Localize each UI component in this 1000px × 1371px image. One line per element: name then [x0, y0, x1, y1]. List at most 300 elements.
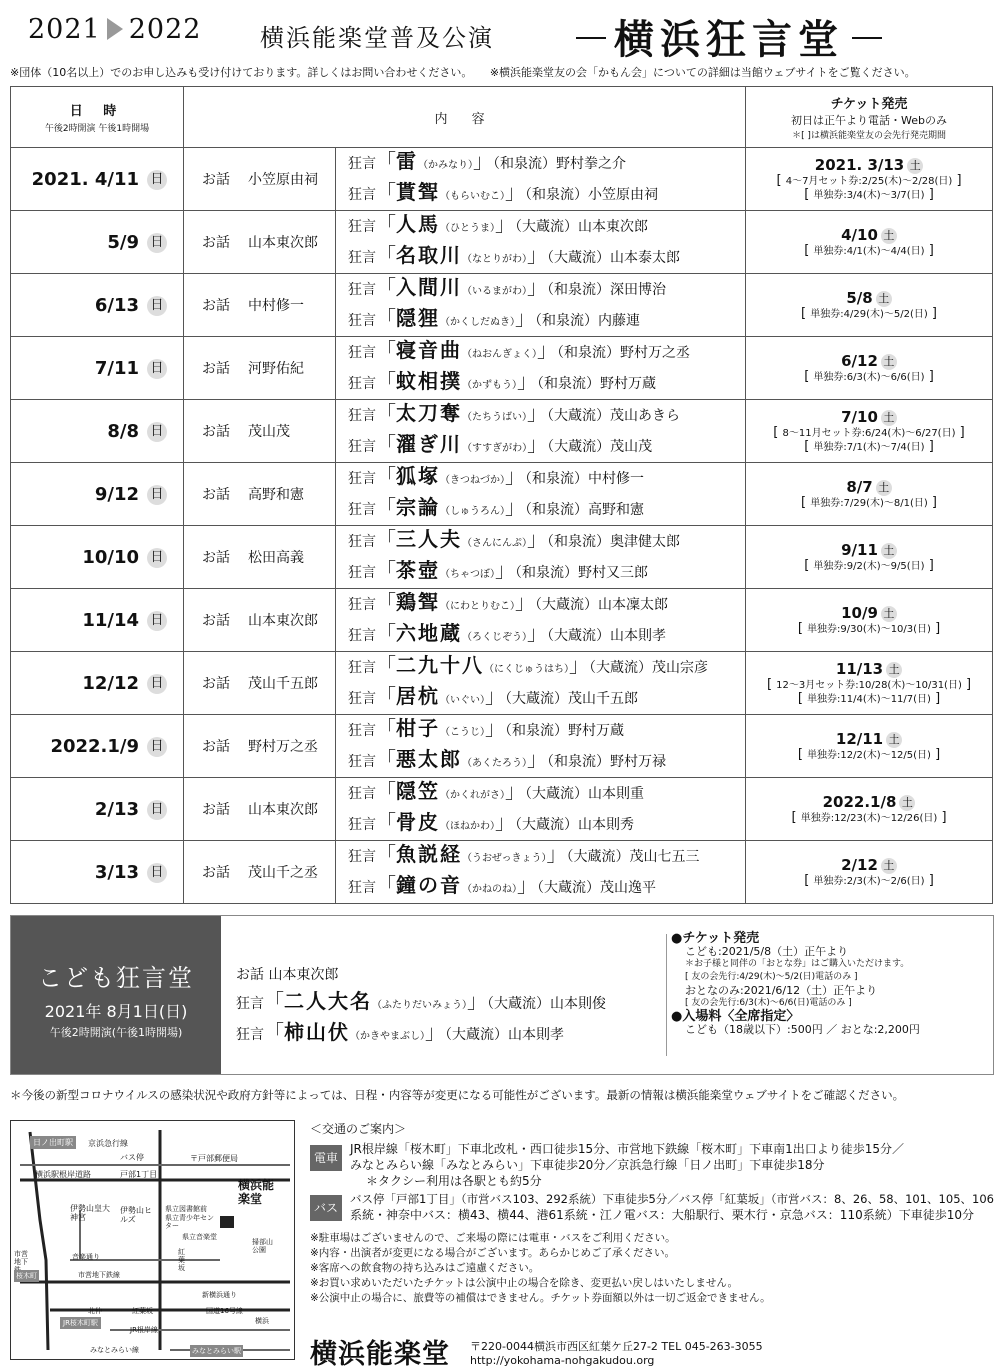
kids-price: こども（18歳以下）:500円 ／ おとな:2,200円: [685, 1023, 920, 1036]
performance-date: [11, 652, 184, 715]
play-reading: たちうばい: [472, 412, 522, 423]
play-actor: 茂山宗彦: [652, 660, 708, 676]
map-label: 国道16号線: [206, 1307, 243, 1315]
play-prefix: 狂言: [348, 502, 376, 518]
talk-cell: [184, 400, 336, 463]
play-line: 狂言「太刀奪（たちうばい）」（大蔵流）茂山あきら: [348, 401, 680, 425]
ticket-cell: [746, 526, 993, 589]
play-actor: 山本則重: [588, 786, 644, 802]
map-label: 市営地下: [14, 1250, 28, 1266]
kids-ticket-info: [671, 932, 920, 1036]
play-reading: ふたりだいみょう: [382, 1000, 462, 1011]
play-actor: 野村拳之介: [556, 156, 626, 172]
play-actor: 山本則俊: [550, 996, 606, 1012]
play-actor: 山本則孝: [508, 1027, 564, 1043]
play-school: （大蔵流）: [515, 817, 578, 833]
table-row: [11, 652, 993, 715]
play-reading: あくたろう: [472, 758, 522, 769]
year-to: 2022: [128, 14, 202, 45]
ticket-date: [746, 856, 992, 874]
play-reading: さんにんぷ: [472, 538, 522, 549]
play-school: （大蔵流）: [445, 1027, 508, 1043]
visitor-notes: [310, 1231, 1000, 1306]
date-text: 5/9: [107, 231, 139, 253]
play-school: （和泉流）: [547, 534, 610, 550]
ticket-date: [746, 541, 992, 559]
ticket-cell: [746, 841, 993, 904]
ticket-date: [746, 730, 992, 748]
play-prefix: 狂言: [348, 723, 376, 739]
date-text: 9/12: [94, 483, 139, 505]
ticket-cell: [746, 274, 993, 337]
presale-range: [ 単独券:4/29(木)～5/2(日) ]: [746, 307, 992, 321]
map-label: 県立青少年センター: [165, 1214, 214, 1230]
performance-date: [11, 841, 184, 904]
presale-range: [ 単独券:2/3(木)～2/6(日) ]: [746, 874, 992, 888]
header-date-label: 日 時: [69, 104, 125, 119]
ticket-date-text: 5/8: [846, 289, 873, 307]
weekday-badge: 日: [147, 863, 167, 883]
talk-speaker: 山本東次郎: [248, 613, 318, 629]
play-title: 雷: [396, 149, 418, 173]
ticket-date-text: 2021. 3/13: [814, 156, 905, 174]
plays-cell: [336, 274, 746, 337]
ticket-cell: [746, 400, 993, 463]
table-row: [11, 715, 993, 778]
play-school: （大蔵流）: [505, 691, 568, 707]
talk-cell: [184, 463, 336, 526]
weekday-badge: 日: [147, 611, 167, 631]
kids-title: こども狂言堂: [38, 964, 194, 992]
ticket-date-text: 7/10: [841, 408, 878, 426]
plays-cell: [336, 778, 746, 841]
play-school: （大蔵流）: [566, 849, 630, 865]
play-actor: 野村又三郎: [578, 565, 648, 581]
header-content: 内 容: [184, 87, 746, 148]
play-title: 三人夫: [396, 527, 462, 551]
talk-label: お話: [202, 361, 230, 377]
train-tag: 電車: [310, 1145, 342, 1171]
kids-child-note: ＊お子様と同伴の「おとな券」はご購入いただけます。: [685, 959, 910, 969]
talk-cell: [184, 652, 336, 715]
play-reading: かねのね: [472, 884, 512, 895]
talk-cell: [184, 589, 336, 652]
presale-range: [ 4～7月セット券:2/25(木)～2/28(日) ]: [746, 174, 992, 188]
play-prefix: 狂言: [348, 187, 376, 203]
play-reading: きつねづか: [450, 475, 500, 486]
performance-date: [11, 211, 184, 274]
play-actor: 山本東次郎: [578, 219, 648, 235]
kids-child-sale: こども:2021/5/8（土）正午より: [685, 945, 849, 958]
play-school: （和泉流）: [547, 754, 610, 770]
note-item: ※駐車場はございませんので、ご来場の際には電車・バスをご利用ください。: [310, 1232, 676, 1244]
talk-label: お話: [202, 235, 230, 251]
talk-speaker: 中村修一: [248, 298, 304, 314]
map-label: 県立音楽堂: [182, 1233, 217, 1241]
map-label: 〒戸部郵便局: [190, 1154, 238, 1163]
access-map: [10, 1120, 295, 1360]
talk-cell: [184, 778, 336, 841]
play-line: 狂言「鐘の音（かねのね）」（大蔵流）茂山逸平: [348, 873, 656, 897]
map-label: 音楽通り: [72, 1253, 100, 1261]
note-item: ※お買い求めいただいたチケットは公演中止の場合を除き、変更払い戻しはいたしません。: [310, 1277, 739, 1289]
table-row: [11, 778, 993, 841]
play-reading: なとりがわ: [472, 254, 522, 265]
series-name: 横浜能楽堂普及公演: [260, 24, 494, 52]
talk-cell: [184, 274, 336, 337]
play-prefix: 狂言: [348, 219, 376, 235]
map-label: みなとみらい駅: [192, 1347, 241, 1355]
kids-program: [236, 962, 606, 1050]
map-label: 紅葉坂: [132, 1307, 153, 1315]
play-actor: 中村修一: [588, 471, 644, 487]
kids-date: 2021年 8月1日(日): [44, 1002, 188, 1021]
kids-ticket-head: ●チケット発売: [671, 931, 760, 946]
play-title: 濯ぎ川: [396, 432, 462, 456]
kids-time: 午後2時開演(午後1時開場): [49, 1026, 183, 1039]
presale-range: [ 単独券:3/4(木)～3/7(日) ]: [746, 188, 992, 202]
play-school: （大蔵流）: [535, 597, 598, 613]
ticket-cell: [746, 589, 993, 652]
header-ticket-note: ＊[ ]は横浜能楽堂友の会先行発売期間: [792, 131, 946, 141]
kids-adult-sale: おとなのみ:2021/6/12（土）正午より: [685, 984, 878, 997]
weekday-badge: 土: [886, 732, 902, 748]
talk-speaker: 茂山茂: [248, 424, 290, 440]
ticket-cell: [746, 778, 993, 841]
play-line: 狂言「雷（かみなり）」（和泉流）野村拳之介: [348, 149, 626, 173]
play-prefix: 狂言: [348, 628, 376, 644]
map-label: JR根岸線: [130, 1326, 158, 1334]
ticket-date: [746, 604, 992, 622]
talk-label: お話: [202, 676, 230, 692]
play-reading: すすぎがわ: [472, 443, 523, 454]
play-actor: 深田博治: [610, 282, 666, 298]
presale-range: [ 単独券:9/30(木)～10/3(日) ]: [746, 622, 992, 636]
weekday-badge: 土: [881, 543, 897, 559]
ticket-cell: [746, 148, 993, 211]
play-school: （大蔵流）: [487, 996, 550, 1012]
play-actor: 小笠原由祠: [588, 187, 658, 203]
performance-date: [11, 526, 184, 589]
play-school: （和泉流）: [515, 565, 578, 581]
map-label: 伊勢山皇大神宮: [70, 1204, 110, 1222]
table-header-row: [11, 87, 993, 148]
play-school: （和泉流）: [493, 156, 556, 172]
performance-date: [11, 274, 184, 337]
play-title: 隠狸: [396, 306, 440, 330]
play-school: （和泉流）: [505, 723, 568, 739]
train-line: みなとみらい線「みなとみらい」下車徒歩20分／京浜急行線「日ノ出町」下車徒歩18分: [350, 1158, 825, 1172]
talk-label: お話: [202, 550, 230, 566]
weekday-badge: 日: [147, 233, 167, 253]
talk-label: お話: [202, 802, 230, 818]
play-school: （大蔵流）: [547, 628, 610, 644]
play-reading: こうじ: [450, 727, 480, 738]
header-ticket-sub: 初日は正午より電話・Webのみ: [791, 114, 947, 127]
play-prefix: 狂言: [348, 534, 376, 550]
talk-cell: [184, 526, 336, 589]
date-text: 7/11: [94, 357, 139, 379]
play-prefix: 狂言: [348, 376, 376, 392]
play-title: 柑子: [396, 716, 440, 740]
ticket-date-text: 9/11: [841, 541, 878, 559]
train-info: [310, 1141, 1000, 1189]
presale-range: [ 単独券:6/3(木)～6/6(日) ]: [746, 370, 992, 384]
play-title: 名取川: [396, 243, 462, 267]
talk-speaker: 松田高義: [248, 550, 304, 566]
presale-range: [ 単独券:4/1(木)～4/4(日) ]: [746, 244, 992, 258]
talk-cell: [184, 841, 336, 904]
date-text: 12/12: [82, 672, 139, 694]
map-label: 日ノ出町駅: [30, 1136, 76, 1149]
table-row: [11, 148, 993, 211]
play-prefix: 狂言: [348, 817, 376, 833]
play-school: （和泉流）: [557, 345, 620, 361]
kids-talk: お話 山本東次郎: [236, 967, 339, 983]
play-line: 狂言「三人夫（さんにんぷ）」（和泉流）奥津健太郎: [348, 527, 680, 551]
weekday-badge: 日: [147, 485, 167, 505]
map-label: 紅葉坂: [178, 1248, 185, 1272]
play-line: 狂言「柑子（こうじ）」（和泉流）野村万蔵: [348, 716, 624, 740]
talk-speaker: 茂山千之丞: [248, 865, 318, 881]
talk-speaker: 野村万之丞: [248, 739, 318, 755]
play-reading: いぐい: [450, 695, 480, 706]
talk-label: お話: [202, 613, 230, 629]
title-text: 横浜狂言堂: [614, 16, 844, 63]
play-prefix: 狂言: [348, 471, 376, 487]
date-text: 2022.1/9: [50, 735, 139, 757]
play-school: （大蔵流）: [525, 786, 588, 802]
access-heading: ＜交通のご案内＞: [310, 1122, 407, 1136]
year-from: 2021: [28, 14, 101, 45]
play-title: 二人大名: [284, 989, 372, 1013]
play-prefix: 狂言: [348, 660, 376, 676]
play-line: 狂言「入間川（いるまがわ）」（和泉流）深田博治: [348, 275, 666, 299]
play-title: 茶壺: [396, 558, 440, 582]
map-label: バス停: [120, 1153, 144, 1162]
talk-label: お話: [202, 739, 230, 755]
ticket-date: [746, 478, 992, 496]
play-prefix: 狂言: [348, 691, 376, 707]
weekday-badge: 日: [147, 170, 167, 190]
weekday-badge: 土: [899, 795, 915, 811]
ticket-date: [746, 660, 992, 678]
play-actor: 内藤連: [598, 313, 640, 329]
play-title: 狐塚: [396, 464, 440, 488]
ticket-date: [746, 289, 992, 307]
ticket-cell: [746, 337, 993, 400]
play-prefix: 狂言: [236, 996, 264, 1012]
talk-cell: [184, 337, 336, 400]
map-label: JR桜木町駅: [60, 1317, 101, 1329]
header-date-sub: 午後2時開演 午後1時開場: [44, 124, 150, 134]
date-text: 6/13: [94, 294, 139, 316]
talk-cell: [184, 211, 336, 274]
weekday-badge: 土: [881, 354, 897, 370]
play-reading: かみなり: [428, 160, 468, 171]
play-title: 居杭: [396, 684, 440, 708]
map-label: 掃部山公園: [252, 1238, 273, 1254]
top-notes: [10, 64, 930, 80]
play-prefix: 狂言: [348, 313, 376, 329]
date-text: 11/14: [82, 609, 139, 631]
note-item: ※内容・出演者が変更になる場合がございます。あらかじめご了承ください。: [310, 1247, 675, 1259]
play-line: 狂言「魚説経（うおぜっきょう）」（大蔵流）茂山七五三: [348, 842, 700, 866]
plays-cell: [336, 211, 746, 274]
weekday-badge: 日: [147, 548, 167, 568]
map-label: 新横浜通り: [202, 1291, 237, 1299]
weekday-badge: 土: [886, 662, 902, 678]
play-title: 悪太郎: [396, 747, 462, 771]
title-dash-left: [576, 37, 606, 39]
play-line: 狂言「寝音曲（ねおんぎょく）」（和泉流）野村万之丞: [348, 338, 690, 362]
access-info: [310, 1120, 1000, 1306]
schedule-table: [10, 86, 993, 904]
play-school: （和泉流）: [525, 471, 588, 487]
train-line: ＊タクシー利用は各駅とも約5分: [366, 1174, 542, 1188]
weekday-badge: 土: [881, 410, 897, 426]
season-years: [28, 14, 201, 45]
talk-label: お話: [202, 487, 230, 503]
play-prefix: 狂言: [348, 282, 376, 298]
table-row: [11, 400, 993, 463]
ticket-cell: [746, 463, 993, 526]
plays-cell: [336, 148, 746, 211]
play-reading: かずもう: [472, 380, 512, 391]
play-title: 人馬: [396, 212, 440, 236]
play-reading: かきやまぶし: [360, 1031, 420, 1042]
header-ticket-label: チケット発売: [830, 97, 908, 112]
play-title: 貰聟: [396, 180, 440, 204]
ticket-date-text: 8/7: [846, 478, 873, 496]
talk-cell: [184, 715, 336, 778]
talk-cell: [184, 148, 336, 211]
bus-line: 系統・神奈中バス：横43、横44、港61系統・江ノ電バス：大船駅行、栗木行・京急バス：110系統）下車徒歩10分: [350, 1208, 974, 1222]
weekday-badge: 日: [147, 422, 167, 442]
table-row: [11, 211, 993, 274]
play-actor: 高野和憲: [588, 502, 644, 518]
group-note: ※団体（10名以上）でのお申し込みも受け付けております。詳しくはお問い合わせください。: [10, 66, 473, 79]
play-line: 狂言「貰聟（もらいむこ）」（和泉流）小笠原由祠: [348, 180, 658, 204]
play-school: （和泉流）: [525, 502, 588, 518]
play-title: 柿山伏: [284, 1020, 350, 1044]
play-actor: 野村万禄: [610, 754, 666, 770]
talk-label: お話: [202, 424, 230, 440]
plays-cell: [336, 463, 746, 526]
table-row: [11, 589, 993, 652]
weekday-badge: 日: [147, 674, 167, 694]
play-prefix: 狂言: [348, 880, 376, 896]
play-school: （大蔵流）: [589, 660, 652, 676]
play-line: 狂言「狐塚（きつねづか）」（和泉流）中村修一: [348, 464, 644, 488]
play-line: 狂言「居杭（いぐい）」（大蔵流）茂山千五郎: [348, 684, 638, 708]
table-row: [11, 274, 993, 337]
play-title: 宗論: [396, 495, 440, 519]
presale-range: [ 単独券:12/23(木)～12/26(日) ]: [746, 811, 992, 825]
plays-cell: [336, 652, 746, 715]
play-line: 狂言「隠狸（かくしだぬき）」（和泉流）内藤連: [348, 306, 640, 330]
play-reading: ちゃつぼ: [450, 569, 490, 580]
play-reading: かくれがさ: [450, 790, 500, 801]
performance-date: [11, 589, 184, 652]
play-title: 隠笠: [396, 779, 440, 803]
title-dash-right: [852, 37, 882, 39]
play-reading: にくじゅうはち: [494, 664, 564, 675]
talk-speaker: 山本東次郎: [248, 802, 318, 818]
play-prefix: 狂言: [348, 250, 376, 266]
hall-marker-icon: [220, 1216, 234, 1228]
train-line: JR根岸線「桜木町」下車北改札・西口徒歩15分、市営地下鉄線「桜木町」下車南1出口より徒歩15分／: [350, 1142, 905, 1156]
kids-banner: [11, 916, 221, 1074]
presale-range: [ 単独券:7/29(木)～8/1(日) ]: [746, 496, 992, 510]
presale-range: [ 単独券:7/1(木)～7/4(日) ]: [746, 440, 992, 454]
ticket-cell: [746, 211, 993, 274]
plays-cell: [336, 589, 746, 652]
play-school: （和泉流）: [537, 376, 600, 392]
talk-label: お話: [202, 172, 230, 188]
play-school: （大蔵流）: [547, 250, 610, 266]
play-reading: ひとうま: [450, 223, 490, 234]
play-prefix: 狂言: [348, 754, 376, 770]
play-actor: 山本則孝: [610, 628, 666, 644]
ticket-date: [746, 408, 992, 426]
date-text: 8/8: [107, 420, 139, 442]
play-reading: しゅうろん: [450, 506, 500, 517]
date-text: 2021. 4/11: [31, 168, 139, 190]
date-text: 10/10: [82, 546, 139, 568]
play-actor: 野村万之丞: [620, 345, 690, 361]
footer-hall-name: 横浜能楽堂: [310, 1339, 450, 1370]
footer-contact: [470, 1340, 763, 1368]
ticket-date-text: 10/9: [841, 604, 878, 622]
play-line: 狂言「悪太郎（あくたろう）」（和泉流）野村万禄: [348, 747, 666, 771]
play-reading: もらいむこ: [450, 191, 500, 202]
weekday-badge: 日: [147, 737, 167, 757]
ticket-date-text: 4/10: [841, 226, 878, 244]
play-prefix: 狂言: [348, 156, 376, 172]
footer-address: 〒220-0044横浜市西区紅葉ケ丘27-2 TEL 045-263-3055: [470, 1340, 763, 1353]
plays-cell: [336, 841, 746, 904]
member-note: ※横浜能楽堂友の会「かもん会」についての詳細は当館ウェブサイトをご覧ください。: [489, 66, 916, 79]
map-label: 市営地下鉄線: [78, 1271, 120, 1279]
performance-date: [11, 337, 184, 400]
map-label: 戸部1丁目: [120, 1170, 158, 1179]
play-prefix: 狂言: [348, 786, 376, 802]
kids-divider: [666, 934, 667, 1056]
play-line: 狂言「鶏聟（にわとりむこ）」（大蔵流）山本凜太郎: [348, 590, 668, 614]
talk-speaker: 高野和憲: [248, 487, 304, 503]
ticket-date: [746, 352, 992, 370]
play-actor: 茂山あきら: [610, 408, 680, 424]
play-school: （大蔵流）: [537, 880, 600, 896]
play-reading: ろくじぞう: [472, 632, 522, 643]
play-title: 二九十八: [396, 653, 484, 677]
footer-url[interactable]: http://yokohama-nohgakudou.org: [470, 1354, 655, 1367]
ticket-date-text: 12/11: [835, 730, 884, 748]
play-actor: 茂山七五三: [629, 849, 700, 865]
plays-cell: [336, 337, 746, 400]
corona-note: ＊今後の新型コロナウイルスの感染状況や政府方針等によっては、日程・内容等が変更になる可能性がございます。最新の情報は横浜能楽堂ウェブサイトをご確認ください。: [10, 1088, 905, 1102]
play-reading: かくしだぬき: [450, 317, 510, 328]
ticket-date-text: 2022.1/8: [822, 793, 897, 811]
talk-speaker: 山本東次郎: [248, 235, 318, 251]
play-title: 鐘の音: [396, 873, 462, 897]
play-line: 狂言「六地蔵（ろくじぞう）」（大蔵流）山本則孝: [348, 621, 666, 645]
weekday-badge: 土: [881, 858, 897, 874]
bus-tag: バス: [310, 1195, 342, 1221]
note-item: ※客席への飲食物の持ち込みはご遠慮ください。: [310, 1262, 540, 1274]
play-line: 狂言「蚊相撲（かずもう）」（和泉流）野村万蔵: [348, 369, 656, 393]
